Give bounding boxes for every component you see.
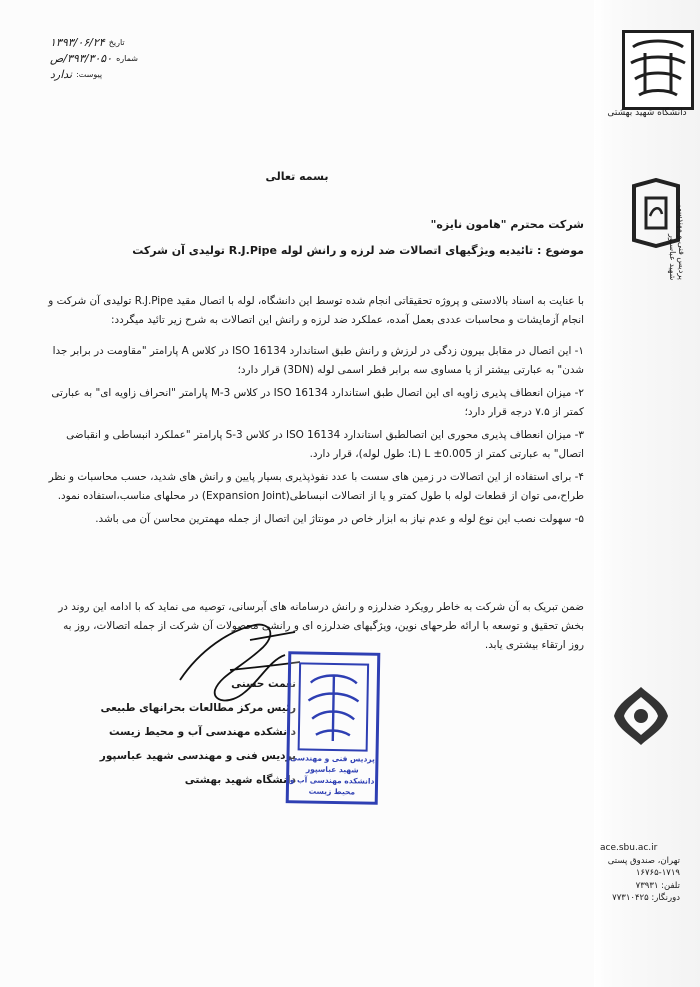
- po-box: ۱۶۷۶۵-۱۷۱۹: [635, 868, 680, 878]
- closing-paragraph: ضمن تبریک به آن شرکت به خاطر رویکرد ضدلرزه و رانش درسامانه های آبرسانی، توصیه می نماید که با ادامه این روند در بخش تحقیق و توسعه با ارائه طرحهای نوین، ویژگیهای ضدلرزه ای و رانشی محصولات آن شرکت از جمله اتصالات، روز به روز ارتقاء بیشتری یابد.: [58, 601, 584, 651]
- signer-university: دانشگاه شهید بهشتی: [184, 774, 296, 786]
- letter-meta: [50, 35, 170, 83]
- confirmation-list: [46, 342, 584, 533]
- fax-value: ۷۷۳۱۰۴۲۵: [612, 893, 649, 903]
- official-stamp: [286, 651, 381, 805]
- list-item: ۵- سهولت نصب این نوع لوله و عدم نیاز به ابزار خاص در مونتاژ این اتصال از جمله مهمترین محاسن آن می باشد.: [95, 513, 584, 525]
- website-link[interactable]: ace.sbu.ac.ir: [600, 843, 658, 853]
- number-label: شماره: [116, 54, 138, 63]
- list-item: ۴- برای استفاده از این اتصالات در زمین های سست با عدد نفوذپذیری بسیار پایین و رانش های شدید، حسب محاسبات و نظر طراح،می توان از قطعات لوله با طول کمتر و یا از اتصالات انبساطی(Expansion Joint) در محلهای مناسب،استفاده نمود.: [48, 471, 584, 502]
- date-label: تاریخ: [108, 38, 125, 47]
- contact-block: [600, 842, 680, 905]
- stamp-text: [289, 752, 376, 797]
- list-item: ۳- میزان انعطاف پذیری محوری این اتصالطبق استاندارد ISO 16134 در کلاس S-3 پارامتر "عملکرد انبساطی و انقباضی اتصال" به عبارتی کمتر از L ±0.005 (L: طول لوله)، قرار دارد.: [66, 429, 584, 460]
- address-line: تهران، صندوق پستی: [607, 855, 680, 866]
- stamp-line: شهید عباسپور: [305, 764, 359, 775]
- phone-label: تلفن:: [661, 880, 680, 891]
- list-item: ۱- این اتصال در مقابل بیرون زدگی در لرزش و رانش طبق استاندارد ISO 16134 در کلاس A پارامتر "مقاومت در برابر جدا شدن" به عبارتی بیشتر از یا مساوی سه برابر قطر اسمی لوله (3DN) قرار دارد؛: [52, 345, 584, 376]
- number-row: [50, 51, 170, 67]
- bismillah: بسمه تعالی: [265, 170, 329, 183]
- stamp-line: پردیس فنی و مهندسی: [290, 753, 375, 764]
- attachment-row: [50, 67, 170, 83]
- stamp-logo: [298, 662, 370, 751]
- phone-value: ۷۳۹۳۱: [635, 880, 659, 891]
- signoff-block: [96, 672, 296, 792]
- signer-title: رئیس مرکز مطالعات بحرانهای طبیعی: [100, 702, 296, 714]
- stamp-line: دانشکده مهندسی آب و محیط زیست: [289, 775, 375, 797]
- phone-row: [600, 880, 680, 893]
- sidebar: [594, 0, 700, 987]
- date-value: ۱۳۹۳/۰۶/۲۴: [50, 36, 105, 49]
- university-name: دانشگاه شهید بهشتی: [607, 108, 687, 118]
- list-item: ۲- میزان انعطاف پذیری زاویه ای این اتصال طبق استاندارد ISO 16134 در کلاس M-3 پارامتر "انحراف زاویه ای" به عبارتی کمتر از ۷.۵ درجه قرار دارد؛: [51, 387, 584, 418]
- campus-name: پردیس فنی و مهندسی شهید عباسپور: [668, 205, 686, 280]
- signer-department: دانشکده مهندسی آب و محیط زیست: [108, 726, 296, 738]
- fax-label: دورنگار:: [651, 893, 680, 903]
- fax-row: [600, 892, 680, 905]
- number-value: ۳۹۳/۳۰۵۰/ص: [50, 52, 113, 65]
- intro-paragraph: با عنایت به اسناد بالادستی و پروژه تحقیقاتی انجام شده توسط این دانشگاه، لوله با اتصال مقید R.J.Pipe تولیدی آن شرکت و انجام آزمایشات و محاسبات عددی بعمل آمده، عملکرد ضد لرزه و رانش این اتصالات به شرح زیر تائید میگردد:: [48, 295, 584, 326]
- attachment-label: پیوست:: [76, 70, 103, 79]
- date-row: [50, 35, 170, 51]
- subject-line: موضوع : تائیدیه ویژگیهای اتصالات ضد لرزه و رانش لوله R.J.Pipe تولیدی آن شرکت: [132, 244, 584, 257]
- attachment-value: ندارد: [50, 68, 73, 81]
- signer-name: نعمت حسنی: [231, 678, 296, 690]
- signer-campus: پردیس فنی و مهندسی شهید عباسپور: [99, 750, 296, 762]
- university-logo: [622, 30, 694, 110]
- ornament-icon: [612, 685, 670, 747]
- addressee: شرکت محترم "هامون نایزه": [430, 218, 584, 231]
